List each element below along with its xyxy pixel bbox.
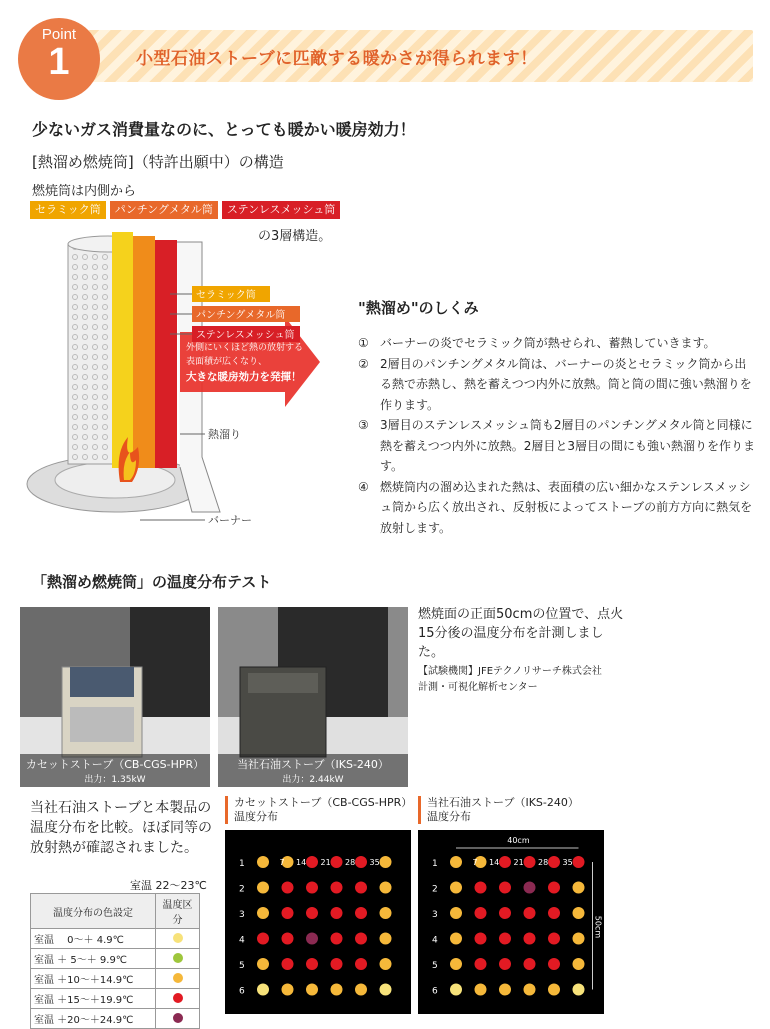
temperature-dot xyxy=(306,958,318,970)
photo1-power: 出力：1.35kW xyxy=(84,775,146,785)
temperature-dot xyxy=(499,907,511,919)
grid-row-label: 6 xyxy=(239,986,245,997)
temperature-dot xyxy=(306,933,318,945)
photo2-power: 出力：2.44kW xyxy=(282,775,344,785)
ceramic-layer xyxy=(112,232,133,468)
temperature-dot xyxy=(331,984,343,996)
legend-row xyxy=(31,949,200,969)
mechanism-item: ② 2層目のパンチングメタル筒は、バーナーの炎とセラミック筒から出る熱で赤熱し、熱を蓄えつつ内外に放熱。筒と筒の間に強い熱溜りを作ります。 xyxy=(358,356,752,412)
temperature-dot xyxy=(499,958,511,970)
temperature-dot xyxy=(573,933,585,945)
mechanism-item: ① バーナーの炎でセラミック筒が熱せられ、蓄熱していきます。 xyxy=(358,336,716,350)
temperature-dot xyxy=(548,882,560,894)
photo2-name: 当社石油ストーブ（IKS-240） xyxy=(237,758,389,771)
label-burner: バーナー xyxy=(208,514,252,527)
dimension-label-horizontal: 40cm xyxy=(507,836,530,845)
grid2-title: 当社石油ストーブ（IKS-240） 温度分布 xyxy=(418,796,579,824)
temperature-dot xyxy=(573,882,585,894)
legend-col-setting: 温度分布の色設定 xyxy=(31,894,156,929)
temperature-grid-cassette xyxy=(225,830,411,1014)
temperature-dot xyxy=(548,984,560,996)
test-heading: 「熱溜め燃焼筒」の温度分布テスト xyxy=(32,573,272,591)
temperature-dot xyxy=(355,958,367,970)
tag-ceramic: セラミック筒 xyxy=(30,201,106,219)
legend-col-class: 温度区分 xyxy=(156,894,200,929)
temperature-dot xyxy=(475,958,487,970)
temperature-dot xyxy=(573,907,585,919)
grid1-title: カセットストーブ（CB-CGS-HPR） 温度分布 xyxy=(225,796,412,824)
temperature-dot xyxy=(257,882,269,894)
label-punching: パンチングメタル筒 xyxy=(196,310,286,321)
grid-row-label: 4 xyxy=(239,935,245,946)
grid-col-label: 21 xyxy=(320,858,331,867)
legend-label: 室温 ＋ 5〜＋ 9.9℃ xyxy=(31,949,156,969)
legend-label: 室温 ＋15〜＋19.9℃ xyxy=(31,989,156,1009)
point-badge xyxy=(18,18,100,100)
room-temperature: 室温 22〜23℃ xyxy=(130,879,207,892)
temperature-dot xyxy=(282,984,294,996)
three-layer-text: の3層構造。 xyxy=(258,229,332,244)
dimension-label-vertical: 50cm xyxy=(593,915,603,939)
temperature-dot xyxy=(450,933,462,945)
mechanism-item: ③ 3層目のステンレスメッシュ筒も2層目のパンチングメタル筒と同様に熱を蓄えつつ内外に放熱。2層目と3層目の間にも強い熱溜りを作ります。 xyxy=(358,418,756,473)
temperature-dot xyxy=(331,856,343,868)
temperature-dot xyxy=(380,984,392,996)
label-stainless: ステンレスメッシュ筒 xyxy=(196,330,295,341)
temperature-dot xyxy=(499,984,511,996)
temperature-dot xyxy=(524,958,536,970)
temperature-dot xyxy=(331,907,343,919)
label-ceramic: セラミック筒 xyxy=(196,290,256,301)
comparison-text: 当社石油ストーブと本製品の温度分布を比較。ほぼ同等の放射熱が確認されました。 xyxy=(30,800,212,856)
color-legend-table xyxy=(30,893,200,1029)
temperature-dot xyxy=(475,882,487,894)
arrow-line-3: 大きな暖房効力を発揮！ xyxy=(186,371,302,383)
temperature-dot xyxy=(548,856,560,868)
temperature-dot xyxy=(450,984,462,996)
temperature-dot xyxy=(380,882,392,894)
point-banner xyxy=(18,18,753,90)
test-organization: 【試験機関】JFEテクノリサーチ株式会社 計測・可視化解析センター xyxy=(418,666,602,693)
temperature-dot xyxy=(380,933,392,945)
temperature-dot xyxy=(355,907,367,919)
temperature-dot xyxy=(450,856,462,868)
temperature-dot xyxy=(355,882,367,894)
grid-row-label: 1 xyxy=(432,859,438,869)
temperature-dot xyxy=(380,856,392,868)
grid-row-label: 1 xyxy=(239,859,245,869)
temperature-dot xyxy=(573,984,585,996)
temperature-dot xyxy=(524,907,536,919)
legend-color-dot xyxy=(173,993,183,1003)
grid-col-label: 21 xyxy=(513,858,524,867)
mechanism-list xyxy=(358,333,756,538)
grid-col-label: 7 xyxy=(472,858,478,867)
temperature-dot xyxy=(355,856,367,868)
grid-row-label: 6 xyxy=(432,986,438,997)
arrow-line-1: 外側にいくほど熱の放射する xyxy=(186,343,304,353)
arrow-line-2: 表面積が広くなり、 xyxy=(186,357,268,367)
structure-title: [熱溜め燃焼筒]（特許出願中）の構造 xyxy=(32,153,284,171)
temperature-dot xyxy=(257,933,269,945)
temperature-dot xyxy=(475,933,487,945)
stainless-layer xyxy=(155,240,177,468)
temperature-dot xyxy=(524,856,536,868)
grid-row-label: 3 xyxy=(239,910,245,920)
grid-row-label: 5 xyxy=(239,961,245,971)
grid-col-label: 28 xyxy=(538,858,549,867)
legend-row xyxy=(31,989,200,1009)
point-word: Point xyxy=(41,26,77,43)
photo-cassette-stove xyxy=(20,607,210,787)
temperature-dot xyxy=(548,933,560,945)
legend-row xyxy=(31,969,200,989)
photo-oil-stove xyxy=(218,607,408,787)
temperature-dot xyxy=(475,907,487,919)
temperature-dot xyxy=(524,984,536,996)
grid-row-label: 3 xyxy=(432,910,438,920)
temperature-dot xyxy=(282,907,294,919)
grid-row-label: 2 xyxy=(239,884,245,895)
temperature-dot xyxy=(499,933,511,945)
grid-col-label: 7 xyxy=(279,858,285,867)
legend-label: 室温 ＋10〜＋14.9℃ xyxy=(31,969,156,989)
photo1-name: カセットストーブ（CB-CGS-HPR） xyxy=(25,758,205,771)
layer-tags xyxy=(30,201,340,219)
temperature-dot xyxy=(282,882,294,894)
grid-row-label: 4 xyxy=(432,935,438,946)
temperature-dot xyxy=(475,984,487,996)
grid-col-label: 14 xyxy=(489,858,500,867)
legend-color-dot xyxy=(173,953,183,963)
grid-row-label: 2 xyxy=(432,884,438,895)
banner-title: 小型石油ストーブに匹敵する暖かさが得られます！ xyxy=(136,49,538,69)
structure-intro: 燃焼筒は内側から xyxy=(32,184,137,199)
temperature-dot xyxy=(524,882,536,894)
legend-color-dot xyxy=(173,973,183,983)
temperature-dot xyxy=(548,958,560,970)
label-heat-pool: 熱溜り xyxy=(208,428,241,441)
temperature-dot xyxy=(306,907,318,919)
temperature-dot xyxy=(573,958,585,970)
temperature-dot xyxy=(573,856,585,868)
grid-col-label: 35 xyxy=(369,858,380,867)
temperature-dot xyxy=(306,856,318,868)
legend-label: 室温 0〜＋ 4.9℃ xyxy=(31,929,156,949)
temperature-dot xyxy=(548,907,560,919)
tag-stainless: ステンレスメッシュ筒 xyxy=(222,201,340,219)
burner-diagram xyxy=(20,222,350,542)
temperature-dot xyxy=(257,907,269,919)
section-heading: 少ないガス消費量なのに、とっても暖かい暖房効力！ xyxy=(32,120,416,139)
temperature-dot xyxy=(257,984,269,996)
legend-row xyxy=(31,929,200,949)
temperature-dot xyxy=(450,958,462,970)
temperature-dot xyxy=(450,882,462,894)
grid-row-label: 5 xyxy=(432,961,438,971)
temperature-dot xyxy=(499,856,511,868)
grid-col-label: 14 xyxy=(296,858,307,867)
mechanism-title: "熱溜め"のしくみ xyxy=(358,299,479,317)
temperature-dot xyxy=(257,958,269,970)
temperature-dot xyxy=(331,958,343,970)
temperature-dot xyxy=(306,984,318,996)
temperature-dot xyxy=(355,933,367,945)
grid-col-label: 28 xyxy=(345,858,356,867)
legend-label: 室温 ＋20〜＋24.9℃ xyxy=(31,1009,156,1029)
temperature-dot xyxy=(306,882,318,894)
legend-color-dot xyxy=(173,933,183,943)
grid-col-label: 35 xyxy=(562,858,573,867)
punching-layer xyxy=(133,236,155,468)
temperature-dot xyxy=(355,984,367,996)
temperature-dot xyxy=(331,933,343,945)
temperature-dot xyxy=(450,907,462,919)
legend-color-dot xyxy=(173,1013,183,1023)
temperature-dot xyxy=(282,958,294,970)
temperature-dot xyxy=(380,907,392,919)
mechanism-item: ④ 燃焼筒内の溜め込まれた熱は、表面積の広い細かなステンレスメッシュ筒から広く放出され、反射板によってストーブの前方方向に熱気を放射します。 xyxy=(358,479,753,535)
temperature-dot xyxy=(524,933,536,945)
temperature-dot xyxy=(380,958,392,970)
tag-punching: パンチングメタル筒 xyxy=(110,201,218,219)
legend-row xyxy=(31,1009,200,1029)
temperature-dot xyxy=(282,933,294,945)
temperature-dot xyxy=(257,856,269,868)
temperature-dot xyxy=(331,882,343,894)
point-number: 1 xyxy=(48,41,70,83)
temperature-dot xyxy=(499,882,511,894)
test-description: 燃焼面の正面50cmの位置で、点火15分後の温度分布を計測しました。 xyxy=(418,607,624,660)
temperature-grid-oil xyxy=(418,830,604,1014)
